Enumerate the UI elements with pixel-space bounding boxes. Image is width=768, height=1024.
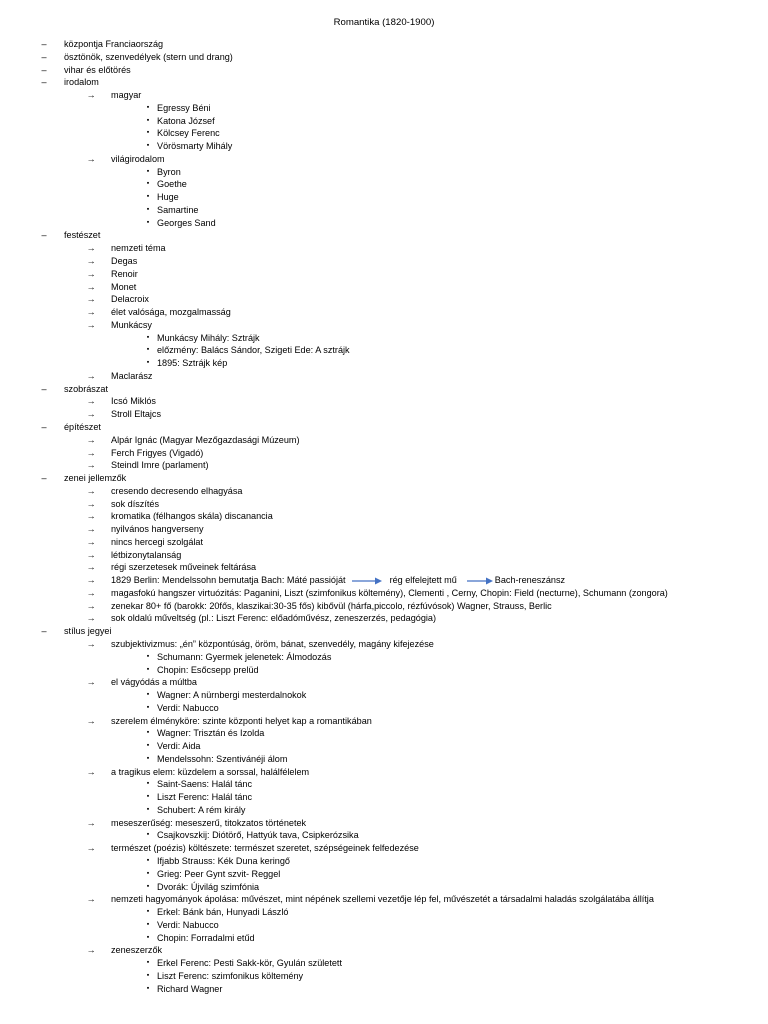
outline-item [0,766,768,779]
dash-bullet-icon: – [41,421,47,432]
outline-item [0,204,768,217]
arrow-bullet-icon: → [86,766,96,777]
dash-bullet-icon: – [41,626,47,637]
outline-item [0,689,768,702]
flow-arrow-icon [467,577,493,585]
outline-item [0,344,768,357]
outline-item-text: Erkel Ferenc: Pesti Sakk-kör, Gyulán született [157,958,342,969]
outline-item [0,140,768,153]
outline-item-text: nemzeti hagyományok ápolása: művészet, mint népének szellemi vezetője lép fel, művészetét a társadalmi haladás szolgálatába állítja [111,894,654,905]
outline-item [0,217,768,230]
outline-item [0,600,768,613]
outline-item-text: Liszt Ferenc: Halál tánc [157,792,253,803]
outline-item [0,753,768,766]
square-bullet-icon: ▪ [146,218,150,226]
outline-item [0,983,768,996]
outline-item [0,855,768,868]
outline-item-text: stílus jegyei [64,626,112,637]
outline-item-segment: 1829 Berlin: Mendelssohn bemutatja Bach: Máté passióját [111,575,346,586]
arrow-bullet-icon: → [86,498,96,509]
outline-item-text: régi szerzetesek műveinek feltárása [111,562,257,573]
outline-item-text: magyar [111,90,142,101]
outline-item-text: ösztönök, szenvedélyek (stern und drang) [64,51,233,62]
outline-item-text: magasfokú hangszer virtuózitás: Paganini, Liszt (szimfonikus költemény), Clementi , Cerny, Chopin: Field (necturne), Schumann (zongora) [111,587,668,598]
outline-item-segment: rég elfelejtett mű [389,575,457,586]
square-bullet-icon: ▪ [146,652,150,660]
arrow-bullet-icon: → [86,894,96,905]
square-bullet-icon: ▪ [146,665,150,673]
arrow-bullet-icon: → [86,90,96,101]
outline-item [0,523,768,536]
outline-item-text: Erkel: Bánk bán, Hunyadi László [157,907,289,918]
square-bullet-icon: ▪ [146,729,150,737]
outline-item-text: meseszerűség: meseszerű, titokzatos történetek [111,817,307,828]
square-bullet-icon: ▪ [146,869,150,877]
outline-item [0,638,768,651]
outline-item-text: Maclarász [111,370,153,381]
square-bullet-icon: ▪ [146,742,150,750]
outline-item-text: Wagner: Trisztán és Izolda [157,728,265,739]
outline-item [0,357,768,370]
outline-item [0,957,768,970]
outline-item-text: Chopin: Esőcsepp prelüd [157,664,259,675]
outline-item-text: Kölcsey Ferenc [157,128,220,139]
outline-item-text: természet (poézis) költészete: természet szeretet, szépségeinek felfedezése [111,843,419,854]
arrow-bullet-icon: → [86,485,96,496]
outline-item [0,229,768,242]
arrow-bullet-icon: → [86,600,96,611]
outline-item [0,842,768,855]
outline-item [0,944,768,957]
outline-item-text: irodalom [64,77,99,88]
square-bullet-icon: ▪ [146,959,150,967]
outline-item-text: sok díszítés [111,498,160,509]
outline-item-text: Alpár Ignác (Magyar Mezőgazdasági Múzeum) [111,434,300,445]
outline-item [0,255,768,268]
outline-item [0,191,768,204]
arrow-bullet-icon: → [86,434,96,445]
outline-item-text: vihar és előtörés [64,64,131,75]
outline-item [0,102,768,115]
outline-item [0,791,768,804]
outline-item [0,472,768,485]
square-bullet-icon: ▪ [146,780,150,788]
outline-item-text: Vörösmarty Mihály [157,141,233,152]
outline-item [0,536,768,549]
outline-item-text: szobrászat [64,383,108,394]
outline-item-text: Ferch Frigyes (Vigadó) [111,447,204,458]
outline-item [0,778,768,791]
outline-item [0,919,768,932]
arrow-bullet-icon: → [86,536,96,547]
outline-item [0,868,768,881]
outline-item-text: Ifjabb Strauss: Kék Duna keringő [157,856,290,866]
arrow-bullet-icon: → [86,511,96,522]
outline-item-text: Munkácsy [111,319,152,330]
arrow-bullet-icon: → [86,549,96,560]
arrow-bullet-icon: → [86,613,96,624]
outline-item [0,64,768,77]
outline-item [0,906,768,919]
outline-list [0,38,768,995]
arrow-bullet-icon: → [86,319,96,330]
arrow-bullet-icon: → [86,243,96,254]
arrow-bullet-icon: → [86,945,96,956]
arrow-bullet-icon: → [86,843,96,854]
outline-item [0,153,768,166]
square-bullet-icon: ▪ [146,703,150,711]
square-bullet-icon: ▪ [146,103,150,111]
arrow-bullet-icon: → [86,294,96,305]
outline-item [0,676,768,689]
outline-item-text: szubjektivizmus: „én” központúság, öröm, bánat, szenvedély, magány kifejezése [111,638,434,649]
outline-item-text: Samartine [157,204,199,215]
outline-item-text: Huge [157,192,179,203]
outline-item [0,38,768,51]
arrow-bullet-icon: → [86,575,96,586]
arrow-bullet-icon: → [86,715,96,726]
outline-item-text: élet valósága, mozgalmasság [111,307,231,318]
arrow-bullet-icon: → [86,817,96,828]
dash-bullet-icon: – [41,230,47,241]
square-bullet-icon: ▪ [146,882,150,890]
outline-item [0,587,768,600]
outline-item [0,804,768,817]
outline-item [0,332,768,345]
square-bullet-icon: ▪ [146,984,150,992]
outline-item-text: sok oldalú műveltség (pl.: Liszt Ferenc: előadóművész, zeneszerzés, pedagógia) [111,613,437,624]
outline-item [0,881,768,894]
outline-item [0,447,768,460]
outline-item-text: kromatika (félhangos skála) discanancia [111,511,273,522]
square-bullet-icon: ▪ [146,129,150,137]
arrow-bullet-icon: → [86,307,96,318]
outline-item [0,421,768,434]
outline-item [0,370,768,383]
outline-item-text: építészet [64,421,101,432]
outline-item-text: szerelem élményköre: szinte központi helyet kap a romantikában [111,715,372,726]
outline-item [0,651,768,664]
outline-item-text: világirodalom [111,153,165,164]
square-bullet-icon: ▪ [146,754,150,762]
outline-item [0,510,768,523]
square-bullet-icon: ▪ [146,142,150,150]
outline-item-text: Verdi: Aida [157,741,201,752]
outline-item [0,395,768,408]
outline-item [0,383,768,396]
dash-bullet-icon: – [41,383,47,394]
outline-item-text: Chopin: Forradalmi etűd [157,932,255,943]
arrow-bullet-icon: → [86,396,96,407]
square-bullet-icon: ▪ [146,180,150,188]
outline-item-text: Mendelssohn: Szentivánéji álom [157,753,288,764]
outline-item-text: Dvorák: Újvilág szimfónia [157,881,260,892]
square-bullet-icon: ▪ [146,933,150,941]
outline-item [0,459,768,472]
outline-item [0,612,768,625]
arrow-bullet-icon: → [86,268,96,279]
dash-bullet-icon: – [41,39,47,49]
outline-item-text: Egressy Béni [157,102,211,113]
outline-item [0,293,768,306]
arrow-bullet-icon: → [86,153,96,164]
outline-item-text: központja Franciaország [64,39,164,49]
square-bullet-icon: ▪ [146,205,150,213]
dash-bullet-icon: – [41,77,47,88]
outline-item [0,893,768,906]
outline-item [0,625,768,638]
outline-item-text: Munkácsy Mihály: Sztrájk [157,332,260,343]
outline-item-text: Monet [111,281,137,292]
outline-item-text [111,574,565,587]
outline-item [0,268,768,281]
outline-item-text: Delacroix [111,294,149,305]
square-bullet-icon: ▪ [146,167,150,175]
square-bullet-icon: ▪ [146,971,150,979]
square-bullet-icon: ▪ [146,908,150,916]
outline-item [0,127,768,140]
outline-item [0,408,768,421]
square-bullet-icon: ▪ [146,857,150,864]
outline-item-text: zenekar 80+ fő (barokk: 20fős, klaszikai:30-35 fős) kibővül (hárfa,piccolo, rézfúvósok) Wagner, Strauss, Berlic [111,600,552,611]
square-bullet-icon: ▪ [146,831,150,839]
outline-item-text: Georges Sand [157,217,216,228]
outline-item [0,281,768,294]
arrow-bullet-icon: → [86,460,96,471]
outline-item-text: cresendo decresendo elhagyása [111,485,243,496]
outline-item [0,970,768,983]
outline-item-text: nemzeti téma [111,243,166,254]
outline-item [0,829,768,842]
outline-item-text: Steindl Imre (parlament) [111,460,209,471]
outline-item [0,89,768,102]
outline-item-text: festészet [64,230,101,241]
arrow-bullet-icon: → [86,447,96,458]
outline-item-text: 1895: Sztrájk kép [157,358,228,369]
outline-item-text: Verdi: Nabucco [157,702,219,713]
outline-item-text: Verdi: Nabucco [157,919,219,930]
square-bullet-icon: ▪ [146,346,150,354]
outline-item-segment: Bach-reneszánsz [494,575,566,586]
outline-item-text: a tragikus elem: küzdelem a sorssal, halálfélelem [111,766,310,777]
square-bullet-icon: ▪ [146,116,150,124]
square-bullet-icon: ▪ [146,359,150,367]
outline-item-text: Goethe [157,179,187,190]
arrow-bullet-icon: → [86,370,96,381]
outline-item [0,115,768,128]
outline-item [0,740,768,753]
outline-item [0,319,768,332]
outline-item-text: Schumann: Gyermek jelenetek: Álmodozás [157,651,332,662]
square-bullet-icon: ▪ [146,920,150,928]
outline-item-text: zeneszerzők [111,945,163,956]
outline-item-text: Katona József [157,115,215,126]
outline-item-text: Schubert: A rém király [157,804,246,815]
arrow-bullet-icon: → [86,587,96,598]
arrow-bullet-icon: → [86,281,96,292]
outline-item [0,817,768,830]
outline-item-text: előzmény: Balács Sándor, Szigeti Ede: A sztrájk [157,345,350,356]
outline-item [0,702,768,715]
flow-arrow-icon [352,577,382,585]
outline-item-text: Liszt Ferenc: szimfonikus költemény [157,970,304,981]
outline-item-text: Saint-Saens: Halál tánc [157,779,253,790]
arrow-bullet-icon: → [86,524,96,535]
square-bullet-icon: ▪ [146,805,150,813]
outline-item-text: létbizonytalanság [111,549,182,560]
outline-item-text: Wagner: A nürnbergi mesterdalnokok [157,690,307,701]
outline-item [0,434,768,447]
outline-item-text: nincs hercegi szolgálat [111,536,203,547]
arrow-bullet-icon: → [86,256,96,267]
outline-item-text: nyilvános hangverseny [111,524,204,535]
outline-item [0,727,768,740]
outline-item-text: Degas [111,256,138,267]
arrow-bullet-icon: → [86,638,96,649]
outline-item-text: zenei jellemzők [64,473,127,484]
outline-item-text: Richard Wagner [157,983,223,994]
outline-item-text: el vágyódás a múltba [111,677,197,688]
square-bullet-icon: ▪ [146,793,150,801]
square-bullet-icon: ▪ [146,193,150,201]
outline-item [0,498,768,511]
document-title: Romantika (1820-1900) [333,17,435,28]
outline-item [0,485,768,498]
outline-item [0,306,768,319]
arrow-bullet-icon: → [86,409,96,420]
outline-item [0,242,768,255]
dash-bullet-icon: – [41,64,47,75]
outline-item [0,561,768,574]
arrow-bullet-icon: → [86,677,96,688]
outline-item-text: Csajkovszkij: Diótörő, Hattyúk tava, Csipkerózsika [157,830,359,841]
outline-item [0,715,768,728]
outline-item [0,76,768,89]
square-bullet-icon: ▪ [146,333,150,341]
dash-bullet-icon: – [41,473,47,484]
outline-item [0,51,768,64]
outline-item [0,664,768,677]
outline-item [0,166,768,179]
outline-item [0,178,768,191]
outline-item-text: Byron [157,166,181,177]
outline-item-text: Grieg: Peer Gynt szvit- Reggel [157,868,281,879]
outline-item [0,574,768,587]
square-bullet-icon: ▪ [146,691,150,699]
outline-item-text: Stroll Eltajcs [111,409,162,420]
dash-bullet-icon: – [41,51,47,62]
outline-item-text: Icsó Miklós [111,396,156,407]
outline-item [0,549,768,562]
arrow-bullet-icon: → [86,562,96,573]
outline-item [0,932,768,945]
outline-item-text: Renoir [111,268,138,279]
